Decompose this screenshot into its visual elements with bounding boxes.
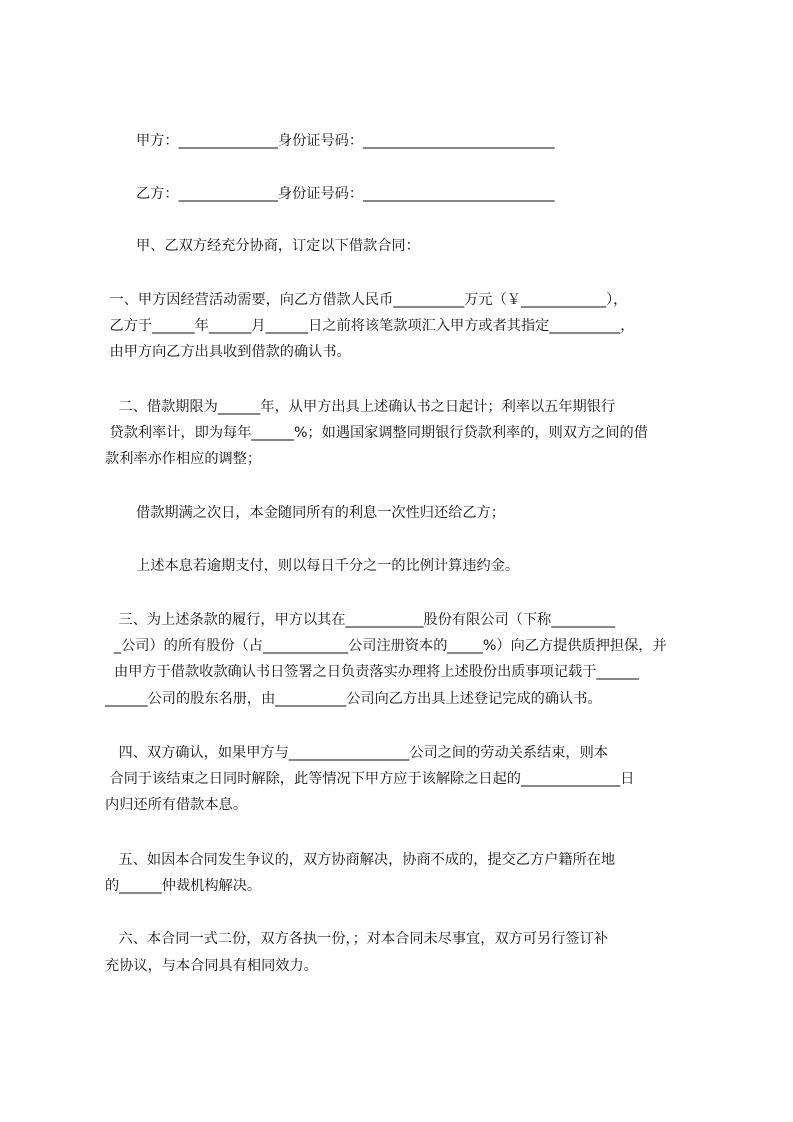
clause-6-line-2: 充协议，与本合同具有相同效力。 [105,958,318,974]
clause-1-line-3: 由甲方向乙方出具收到借款的确认书。 [105,344,351,360]
clause-3-line-4: ______公司的股东名册，由__________公司向乙方出具上述登记完成的确认书。 [105,691,602,707]
clause-5-line-2: 的______仲裁机构解决。 [105,878,262,894]
clause-3-line-2: _公司）的所有股份（占____________公司注册资本的_____%）向乙方提供质押担保，并 [105,638,667,654]
clause-1-line-1: 一、甲方因经营活动需要，向乙方借款人民币__________万元（￥____________）， [105,292,628,308]
party-a-line: 甲方：______________身份证号码：___________________________ [136,133,555,149]
party-b-line: 乙方：______________身份证号码：___________________________ [136,186,555,202]
intro-paragraph: 甲、乙双方经充分协商，订定以下借款合同： [136,238,420,254]
clause-1-line-2: 乙方于______年______月______日之前将该笔款项汇入甲方或者其指定__________， [105,318,635,334]
clause-2-line-2: 贷款利率计，即为每年______%；如遇国家调整同期银行贷款利率的，则双方之间的借 [105,425,648,441]
clause-4-line-2: 合同于该结束之日同时解除，此等情况下甲方应于该解除之日起的______________日 [105,771,635,787]
clause-3-line-3: 由甲方于借款收款确认书日签署之日负责落实办理将上述股份出质事项记载于______ [105,664,639,680]
clause-3-line-1: 三、为上述条款的履行，甲方以其在___________股份有限公司（下称_________ [105,612,616,628]
clause-6-line-1: 六、本合同一式二份，双方各执一份，；对本合同未尽事宜，双方可另行签订补 [105,931,608,947]
repayment-paragraph: 借款期满之次日，本金随同所有的利息一次性归还给乙方； [136,505,505,521]
penalty-paragraph: 上述本息若逾期支付，则以每日千分之一的比例计算违约金。 [136,558,520,574]
clause-2-line-3: 款利率亦作相应的调整； [105,451,262,467]
clause-2-line-1: 二、借款期限为______年，从甲方出具上述确认书之日起计；利率以五年期银行 [105,399,616,415]
clause-4-line-3: 内归还所有借款本息。 [105,797,247,813]
clause-4-line-1: 四、双方确认，如果甲方与_________________公司之间的劳动关系结束，则本 [105,745,609,761]
clause-5-line-1: 五、如因本合同发生争议的，双方协商解决，协商不成的，提交乙方户籍所在地 [105,852,616,868]
